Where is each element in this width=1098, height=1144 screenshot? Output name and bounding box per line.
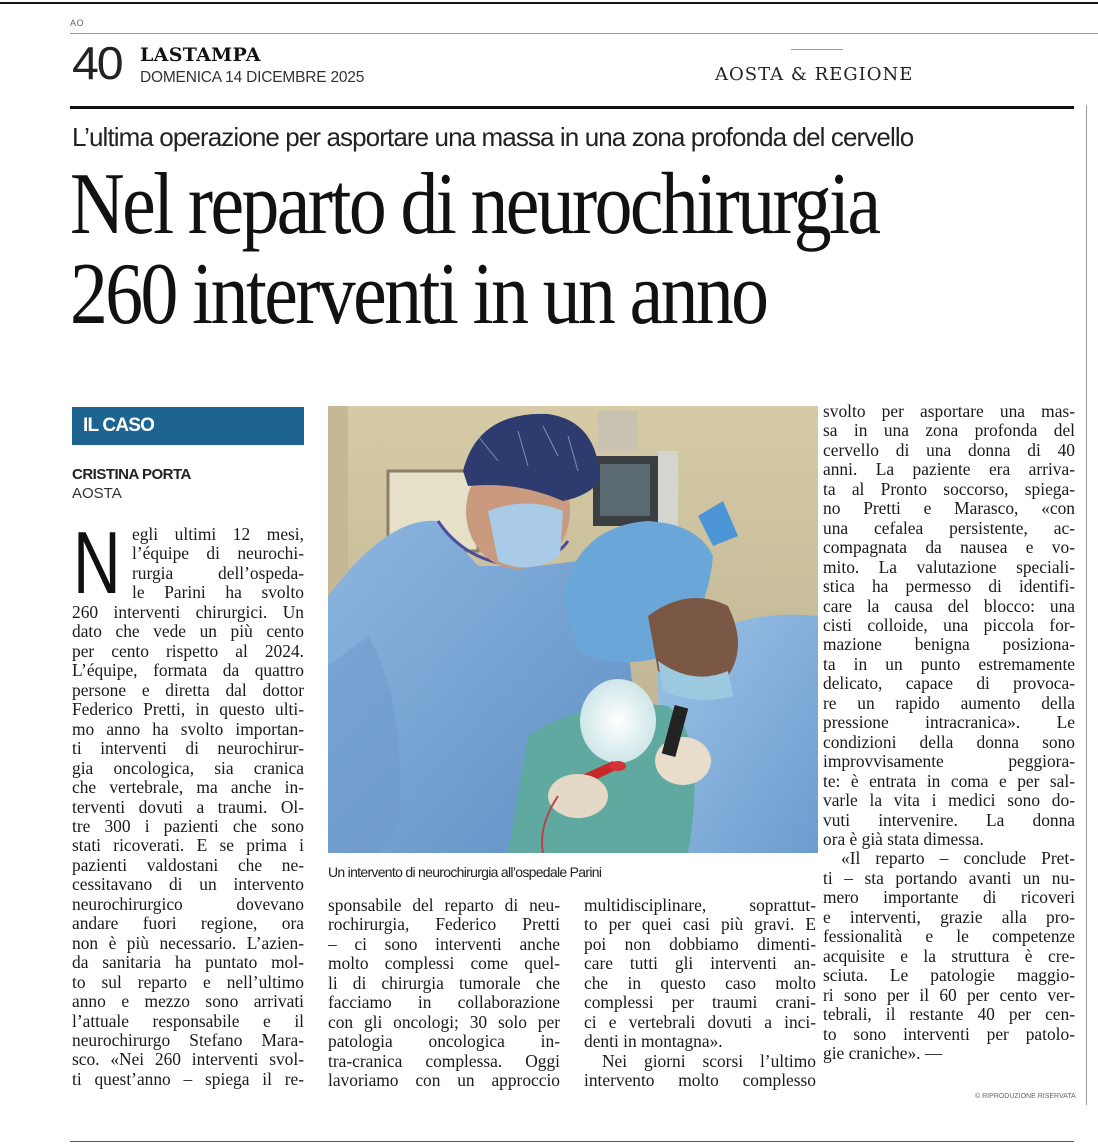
article-headline	[70, 156, 939, 343]
text-line: multidisciplinare, soprattut-	[584, 896, 816, 915]
badge-label: IL CASO	[83, 415, 155, 436]
text-line: rurgia dell’ospeda-	[132, 563, 304, 583]
text-line: per cento rispetto al 2024.	[72, 641, 304, 661]
text-line: mito. La valutazione speciali-	[823, 557, 1075, 577]
text-line: ta in un punto estremamente	[823, 654, 1075, 674]
text-line: mazione benigna posiziona-	[823, 635, 1075, 655]
text-line: mo anno ha svolto importan-	[72, 719, 304, 739]
text-line: l’attuale responsabile e il	[72, 1011, 304, 1031]
article-photo	[328, 406, 818, 853]
text-line: lavoriamo con un approccio	[328, 1071, 560, 1091]
text-line: «Il reparto – conclude Pret-	[841, 849, 1075, 869]
text-line: gia oncologica, sia cranica	[72, 758, 304, 778]
text-line: intervento molto complesso	[584, 1071, 816, 1091]
text-line: stati ricoverati. E se prima i	[72, 836, 304, 856]
text-line: compagnata da nausea e vo-	[823, 538, 1075, 558]
drop-cap: N	[73, 513, 121, 612]
text-line: sponsabile del reparto di neu-	[328, 896, 560, 915]
section-name: AOSTA & REGIONE	[715, 64, 914, 85]
text-line: to sono interventi per patolo-	[823, 1024, 1075, 1044]
text-line: acquisite e la struttura è cre-	[823, 946, 1075, 966]
text-line: dato che vede un più cento	[72, 622, 304, 642]
section-ornament-rule	[791, 49, 843, 50]
article-kicker: L’ultima operazione per asportare una massa in una zona profonda del cervello	[72, 122, 914, 152]
headline-line-2: 260 interventi in un anno	[70, 246, 767, 343]
text-line: da sanitaria ha puntato mol-	[72, 953, 304, 973]
text-line: to per quei casi più gravi. E	[584, 915, 816, 935]
text-line: persone e diretta dal dottor	[72, 680, 304, 700]
text-line: delicato, capace di provoca-	[823, 674, 1075, 694]
text-line: 260 interventi chirurgici. Un	[72, 603, 304, 622]
page-number: 40	[72, 37, 122, 89]
text-line: ci e vertebrali dovuti a inci-	[584, 1012, 816, 1032]
text-line: l’équipe di neurochi-	[132, 544, 304, 564]
bottom-rule	[70, 1141, 1074, 1142]
column-1-body	[72, 603, 304, 1089]
text-line: poi non dobbiamo dimenti-	[584, 934, 816, 954]
newspaper-masthead: LASTAMPA	[140, 44, 261, 66]
text-line: sciuta. Le patologie maggio-	[823, 966, 1075, 986]
text-line: molto complessi come quel-	[328, 954, 560, 974]
text-line: pressione intracranica». Le	[823, 713, 1075, 733]
headline-line-1: Nel reparto di neurochirurgia	[70, 156, 879, 253]
text-line: improvvisamente peggiora-	[823, 752, 1075, 772]
header-rule	[70, 33, 1098, 34]
column-4-body	[823, 402, 1075, 1063]
text-line: egli ultimi 12 mesi,	[132, 525, 304, 544]
text-line: ti quest’anno – spiega il re-	[72, 1069, 304, 1089]
text-line: sa in una zona profonda del	[823, 421, 1075, 441]
text-line: re un rapido aumento della	[823, 693, 1075, 713]
column-2-body	[328, 896, 560, 1091]
text-line: tebrali, il restante 40 per cen-	[823, 1005, 1075, 1025]
text-line: care la causa del blocco: una	[823, 596, 1075, 616]
text-line: andare fuori regione, ora	[72, 914, 304, 934]
text-line: ti interventi di neurochirur-	[72, 739, 304, 759]
top-rule	[0, 2, 1098, 4]
text-line: patologia oncologica in-	[328, 1032, 560, 1052]
author-byline: CRISTINA PORTA	[72, 466, 191, 483]
text-line: ri sono per il 60 per cento ver-	[823, 985, 1075, 1005]
dateline-location: AOSTA	[72, 485, 122, 502]
text-line: pazienti valdostani che ne-	[72, 855, 304, 875]
text-line: te: è entrata in coma e per sal-	[823, 771, 1075, 791]
text-line: anno e mezzo sono arrivati	[72, 992, 304, 1012]
text-line: neurochirurgico dovevano	[72, 894, 304, 914]
text-line: con gli oncologi; 30 solo per	[328, 1012, 560, 1032]
copyright-notice: © RIPRODUZIONE RISERVATA	[975, 1093, 1076, 1100]
text-line: cisti colloide, una piccola for-	[823, 615, 1075, 635]
text-line: – ci sono interventi anche	[328, 934, 560, 954]
text-line: non è più necessario. L’azien-	[72, 933, 304, 953]
section-code: AO	[70, 18, 85, 28]
text-line: mero importante di ricoveri	[823, 888, 1075, 908]
text-line: varle la vita i medici sono do-	[823, 791, 1075, 811]
text-line: ti – sta portando avanti un nu-	[823, 868, 1075, 888]
column-1-intro	[132, 525, 304, 603]
text-line: denti in montagna».	[584, 1032, 723, 1052]
text-line: li di chirurgia tumorale che	[328, 973, 560, 993]
text-line: vuti intervenire. La donna	[823, 810, 1075, 830]
il-caso-badge	[72, 407, 304, 445]
photo-caption: Un intervento di neurochirurgia all’ospedale Parini	[328, 864, 602, 880]
text-line: ta al Pronto soccorso, spiega-	[823, 479, 1075, 499]
text-line: Nei giorni scorsi l’ultimo	[602, 1051, 816, 1071]
text-line: le Parini ha svolto	[132, 583, 304, 603]
text-line: fessionalità e le competenze	[823, 927, 1075, 947]
text-line: e interventi, grazie alla pro-	[823, 907, 1075, 927]
issue-date: DOMENICA 14 DICEMBRE 2025	[140, 69, 365, 86]
text-line: stica ha permesso di identifi-	[823, 577, 1075, 597]
text-line: ora è già stata dimessa.	[823, 829, 984, 849]
text-line: neurochirurgo Stefano Mara-	[72, 1030, 304, 1050]
text-line: condizioni della donna sono	[823, 732, 1075, 752]
text-line: to sul reparto e nell’ultimo	[72, 972, 304, 992]
text-line: Federico Pretti, in questo ulti-	[72, 700, 304, 720]
text-line: una cefalea persistente, ac-	[823, 518, 1075, 538]
text-line: L’équipe, formata da quattro	[72, 661, 304, 681]
text-line: gie craniche». —	[823, 1043, 943, 1063]
text-line: complessi per traumi crani-	[584, 993, 816, 1013]
text-line: facciamo in collaborazione	[328, 993, 560, 1013]
text-line: tre 300 i pazienti che sono	[72, 816, 304, 836]
text-line: cervello di una donna di 40	[823, 440, 1075, 460]
text-line: rochirurgia, Federico Pretti	[328, 915, 560, 935]
text-line: tra-cranica complessa. Oggi	[328, 1051, 560, 1071]
text-line: no Pretti e Marasco, «con	[823, 499, 1075, 519]
text-line: sco. «Nei 260 interventi svol-	[72, 1050, 304, 1070]
text-line: terventi dovuti a traumi. Ol-	[72, 797, 304, 817]
masthead-divider	[70, 106, 1074, 109]
text-line: che vertebrale, ma anche in-	[72, 778, 304, 798]
text-line: care tutti gli interventi an-	[584, 954, 816, 974]
column-3-body	[584, 896, 816, 1091]
text-line: cessitavano di un intervento	[72, 875, 304, 895]
text-line: anni. La paziente era arriva-	[823, 460, 1075, 480]
text-line: svolto per asportare una mas-	[823, 402, 1075, 421]
surgery-photo-illustration	[328, 406, 818, 853]
text-line: che in questo caso molto	[584, 973, 816, 993]
